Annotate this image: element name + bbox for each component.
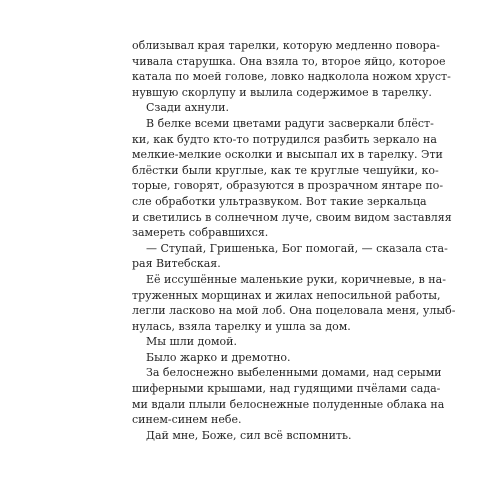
text-line: и светились в солнечном луче, своим видом заставляя: [132, 210, 452, 224]
text-line: — Ступай, Гришенька, Бог помогай, — сказала ста-: [146, 241, 448, 255]
body-text: [132, 38, 456, 443]
text-line: замереть собравшихся.: [132, 226, 269, 240]
text-line: Её иссушённые маленькие руки, коричневые, в на-: [146, 272, 446, 286]
text-line: шиферными крышами, над гудящими пчёлами сада-: [132, 382, 441, 396]
text-line: синем-синем небе.: [132, 413, 242, 427]
text-line: рая Витебская.: [132, 257, 221, 271]
text-line: легли ласково на мой лоб. Она поцеловала меня, улыб-: [132, 304, 456, 318]
text-line: блёстки были круглые, как те круглые чешуйки, ко-: [132, 163, 439, 177]
text-line: Мы шли домой.: [146, 335, 237, 349]
text-line: ми вдали плыли белоснежные полуденные облака на: [132, 397, 445, 411]
text-line: нувшую скорлупу и вылила содержимое в тарелку.: [132, 85, 432, 99]
text-line: Дай мне, Боже, сил всё вспомнить.: [146, 428, 352, 442]
text-line: Было жарко и дремотно.: [146, 350, 291, 364]
text-line: нулась, взяла тарелку и ушла за дом.: [132, 319, 351, 333]
text-line: ки, как будто кто-то потрудился разбить зеркало на: [132, 132, 437, 146]
text-line: За белоснежно выбеленными домами, над серыми: [146, 366, 442, 380]
text-line: катала по моей голове, ловко надколола ножом хруст-: [132, 70, 451, 84]
text-line: мелкие-мелкие осколки и высыпал их в тарелку. Эти: [132, 148, 443, 162]
text-line: чивала старушка. Она взяла то, второе яйцо, которое: [132, 54, 446, 68]
text-line: облизывал края тарелки, которую медленно повора-: [132, 39, 440, 52]
text-line: сле обработки ультразвуком. Вот такие зеркальца: [132, 194, 427, 208]
text-line: торые, говорят, образуются в прозрачном янтаре по-: [132, 179, 444, 193]
text-line: Сзади ахнули.: [146, 101, 229, 115]
text-line: труженных морщинах и жилах непосильной работы,: [132, 288, 441, 302]
text-line: В белке всеми цветами радуги засверкали блёст-: [146, 116, 434, 130]
